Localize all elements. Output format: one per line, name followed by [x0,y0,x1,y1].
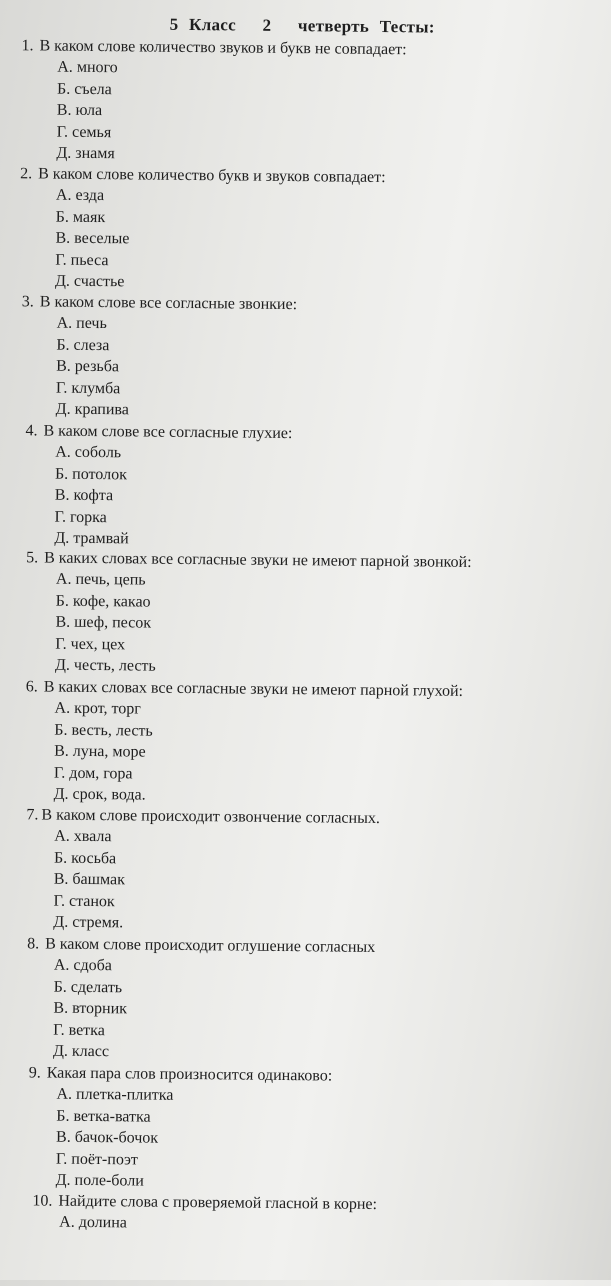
options-list [0,184,598,298]
question-text: В каких словах все согласные звуки не имеют парной звонкой: [44,549,472,571]
option-letter: Г. [55,251,67,269]
option-text: косьба [71,849,117,867]
question-1 [0,35,600,170]
question-text: В каком слове все согласные звонкие: [39,293,298,314]
option-text: чех, цех [70,635,126,653]
option-letter: А. [55,570,72,588]
option-letter: Б. [53,978,67,996]
options-list [0,1083,589,1197]
option-text: ветка-ватка [73,1107,151,1126]
option-letter: Б. [53,849,68,867]
option-letter: В. [56,101,72,119]
question-text: В каких словах все согласные звуки не имеют парной глухой: [43,678,464,700]
question-number: 3. [21,293,34,311]
option-letter: Б. [56,1107,70,1125]
option-text: дом, гора [69,764,133,782]
option-text: потолок [72,465,128,483]
question-3 [0,291,597,426]
option-letter: Г. [54,508,67,526]
option-text: маяк [72,208,106,226]
option-text: печь [76,314,107,333]
option-text: печь, цепь [75,570,146,589]
option-text: семья [71,123,112,141]
option-letter: В. [54,486,70,504]
option-letter: Г. [55,635,67,653]
question-text: В каком слове количество букв и звуков совпадает: [38,165,386,187]
question-number: 2. [20,165,33,183]
option-letter: Б. [54,465,69,483]
option-letter: В. [54,742,69,760]
question-5 [0,547,594,682]
question-number: 10. [32,1192,53,1210]
option-text: поле-боли [74,1171,144,1190]
question-number: 4. [25,422,38,440]
question-number: 8. [27,935,40,953]
option-letter: Д. [53,785,69,803]
option-text: долина [78,1213,127,1232]
quarter-word: четверть [297,16,370,36]
option-text: сделать [70,978,123,996]
option-text: честь, лесть [73,656,156,675]
question-text: В каком слове происходит оглушение согласных [45,935,376,956]
option-letter: Б. [56,80,71,98]
question-4 [0,420,596,555]
option-text: крапива [74,400,129,419]
option-letter: Б. [54,721,68,739]
option-letter: Б. [55,208,70,226]
option-letter: В. [56,1128,71,1146]
option-letter: Г. [55,379,68,397]
option-text: бачок-бочок [74,1128,159,1147]
grade-word: Класс [188,14,237,35]
option-text: съела [74,80,112,98]
option-letter: Г. [53,764,66,782]
option-letter: Г. [55,1150,68,1168]
option-letter: А. [54,699,71,717]
question-text: В каком слове происходит озвончение согласных. [41,806,380,828]
option-text: трамвай [73,529,129,548]
options-list [0,568,594,682]
option-item [59,1212,587,1239]
option-letter: А. [56,314,73,332]
option-text: весть, лесть [71,721,153,740]
option-letter: В. [53,999,69,1017]
option-text: горка [69,508,107,526]
option-text: крот, торг [74,699,141,718]
option-text: плетка-плитка [76,1085,174,1104]
option-text: станок [68,892,115,910]
option-text: луна, море [72,742,146,761]
option-text: класс [71,1042,110,1061]
option-text: хвала [73,827,112,846]
question-number: 7. [26,806,39,824]
option-text: счастье [73,272,125,291]
option-letter: Б. [56,336,70,354]
option-text: пьеса [70,251,109,269]
option-letter: А. [59,1213,75,1231]
option-letter: А. [57,58,73,76]
option-text: стремя. [72,913,124,932]
option-text: клумба [71,379,121,397]
options-list [0,312,597,426]
question-number: 1. [21,37,34,55]
option-letter: Г. [53,1021,65,1039]
option-letter: Д. [53,913,69,931]
question-text: Найдите слова с проверяемой гласной в корне: [58,1192,378,1214]
options-list [0,697,593,811]
option-text: резьба [74,357,120,376]
option-letter: Д. [54,272,71,290]
option-text: башмак [72,870,126,889]
option-letter: Д. [52,1042,69,1060]
options-list [0,825,591,939]
option-letter: Б. [55,592,69,610]
grade-number: 5 [169,14,179,34]
option-letter: Д. [55,400,71,418]
question-2 [0,163,598,298]
question-text: Какая пара слов произносится одинаково: [46,1064,333,1085]
question-number: 5. [26,549,39,567]
question-text: В каком слове количество звуков и букв не совпадает: [39,37,407,59]
option-text: кофта [73,486,114,505]
option-text: вторник [72,999,128,1018]
question-number: 6. [25,678,38,696]
option-text: юла [75,101,103,120]
option-text: шеф, песок [74,613,152,632]
option-text: сдоба [73,956,113,975]
option-letter: Д. [55,1171,71,1189]
option-letter: А. [55,186,72,204]
question-6 [0,676,593,811]
question-10 [0,1190,588,1239]
option-text: езда [75,186,105,205]
question-8 [0,933,590,1068]
option-text: ветка [68,1021,105,1039]
options-list [0,954,590,1068]
option-letter: Д. [54,529,70,547]
options-list [0,56,599,170]
option-letter: А. [56,1085,73,1103]
option-text: слеза [73,336,110,354]
option-letter: В. [53,870,69,888]
question-7 [0,804,592,939]
option-letter: Г. [56,123,69,141]
option-letter: Д. [54,656,71,674]
option-letter: А. [55,443,71,461]
option-text: веселые [74,229,130,248]
question-number: 9. [28,1064,41,1082]
option-letter: А. [53,956,70,974]
quarter-number: 2 [262,15,272,35]
question-text: В каком слове все согласные глухие: [43,422,293,443]
option-text: много [76,58,118,77]
option-text: знамя [75,144,115,163]
option-letter: Д. [56,144,72,162]
option-letter: А. [54,827,70,845]
option-letter: В. [56,357,71,375]
option-text: срок, вода. [72,785,146,804]
option-letter: Г. [53,892,66,910]
option-text: поёт-поэт [71,1150,139,1169]
question-9 [0,1062,589,1197]
option-letter: В. [55,229,71,247]
option-letter: В. [55,613,71,631]
option-text: соболь [74,443,122,462]
option-text: кофе, какао [72,592,151,611]
options-list [0,441,595,555]
title-word: Тесты: [379,16,435,37]
